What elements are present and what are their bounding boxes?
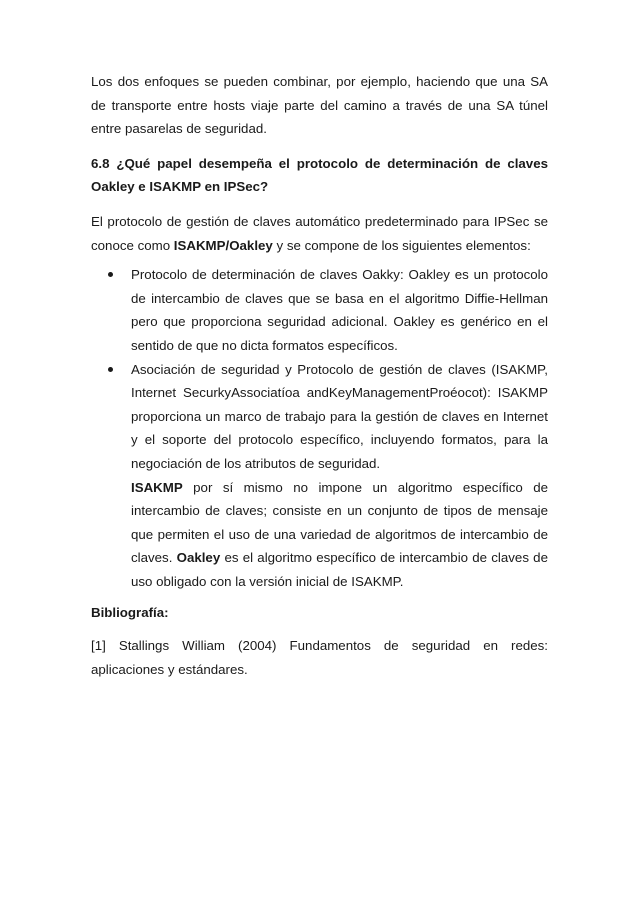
list-item [91, 358, 548, 476]
oakley-bold: Oakley [176, 550, 221, 566]
list-item [91, 263, 548, 357]
bullet-icon [108, 367, 113, 372]
list-item-text: Asociación de seguridad y Protocolo de gestión de claves (ISAKMP, Internet SecurkyAssociatíoa andKeyManagementProéocot): ISAKMP proporciona un marco de trabajo para la gestión de claves en Internet y el soporte del protocolo específico, incluyendo formatos, para la negociación de los atributos de seguridad. [131, 361, 548, 471]
isakmp-paragraph-text: por sí mismo no impone un algoritmo específico de intercambio de claves; consiste en un conjunto de tipos de mensaje que permiten el uso de una variedad de algoritmos de intercambio de claves. [131, 479, 548, 566]
intro-paragraph: Los dos enfoques se pueden combinar, por ejemplo, haciendo que una SA de transporte entre hosts viaje parte del camino a través de una SA túnel entre pasarelas de seguridad. [91, 74, 548, 137]
isakmp-paragraph [91, 476, 548, 594]
protocol-paragraph [91, 210, 548, 257]
bullet-icon [108, 272, 113, 277]
section-heading: 6.8 ¿Qué papel desempeña el protocolo de determinación de claves Oakley e ISAKMP en IPSec? [91, 155, 548, 195]
protocol-paragraph-text: El protocolo de gestión de claves automático predeterminado para IPSec se conoce como [91, 213, 548, 253]
protocol-name-bold: ISAKMP/Oakley [173, 237, 273, 253]
bibliography-entry: [1] Stallings William (2004) Fundamentos de seguridad en redes: aplicaciones y estándares. [91, 638, 548, 677]
isakmp-bold: ISAKMP [131, 479, 183, 495]
document-page [91, 70, 548, 681]
oakley-paragraph-text: es el algoritmo específico de intercambio de claves de uso obligado con la versión inicial de ISAKMP. [131, 550, 548, 589]
list-item-text: Protocolo de determinación de claves Oakky: Oakley es un protocolo de intercambio de claves que se basa en el algoritmo Diffie-Hellman pero que proporciona seguridad adicional. Oakley es genérico en el sentido de que no dicta formatos específicos. [131, 267, 548, 353]
bibliography-heading: Bibliografía: [91, 605, 169, 621]
elements-list [91, 263, 548, 475]
protocol-paragraph-tail: y se compone de los siguientes elementos: [272, 237, 531, 253]
